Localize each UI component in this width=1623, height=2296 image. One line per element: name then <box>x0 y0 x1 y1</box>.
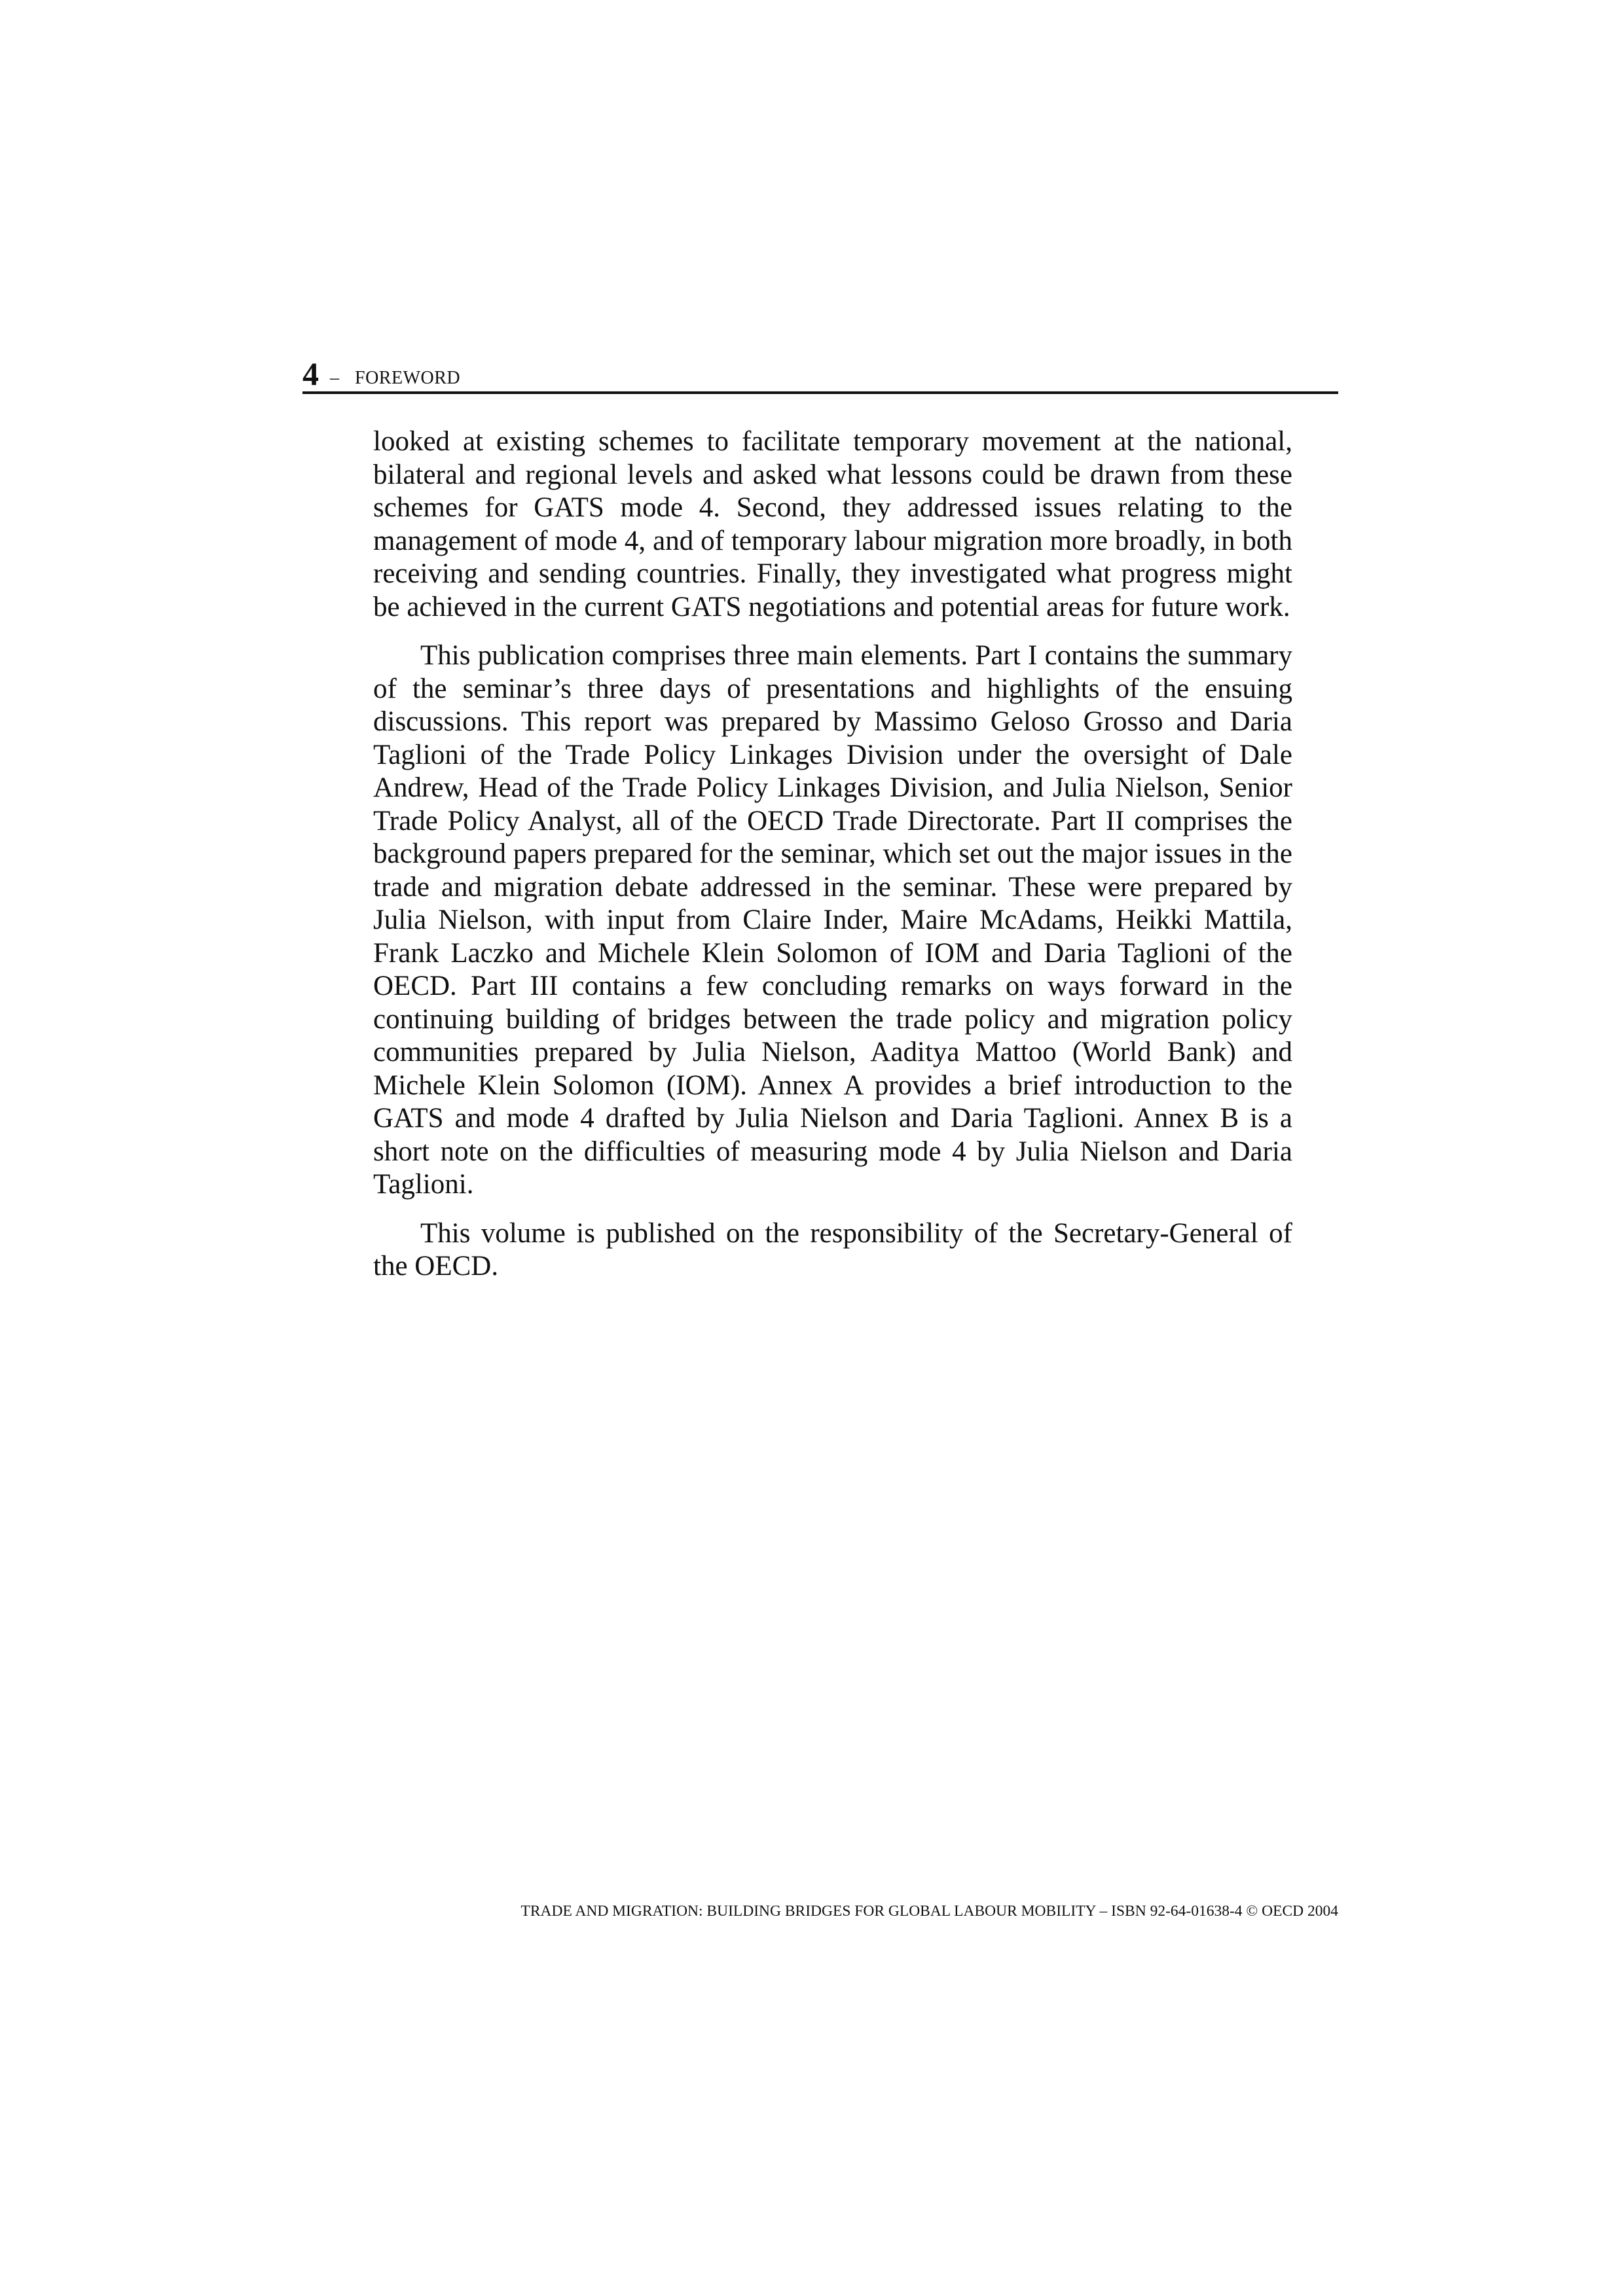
body-text <box>373 425 1292 1283</box>
paragraph-continuation: looked at existing schemes to facilitate temporary movement at the national, bilateral and regional levels and asked what lessons could be drawn from these schemes for GATS mode 4. Second, they addressed issues relating to the management of mode 4, and of temporary labour migration more broadly, in both receiving and sending countries. Finally, they investigated what progress might be achieved in the current GATS negotiations and potential areas for future work. <box>373 426 1292 622</box>
page-footer: TRADE AND MIGRATION: BUILDING BRIDGES FOR GLOBAL LABOUR MOBILITY – ISBN 92-64-01638-4 © OECD 2004 <box>520 1903 1338 1920</box>
section-title: FOREWORD <box>355 368 461 388</box>
paragraph-responsibility: This volume is published on the responsibility of the Secretary-General of the OECD. <box>373 1217 1292 1282</box>
header-separator: – <box>330 368 339 388</box>
page-header <box>302 355 1338 394</box>
page-number: 4 <box>302 355 319 392</box>
paragraph-publication-elements: This publication comprises three main elements. Part I contains the summary of the seminar’s three days of presentations and highlights of the ensuing discussions. This report was prepared by Massimo Geloso Grosso and Daria Taglioni of the Trade Policy Linkages Division under the oversight of Dale Andrew, Head of the Trade Policy Linkages Division, and Julia Nielson, Senior Trade Policy Analyst, all of the OECD Trade Directorate. Part II comprises the background papers prepared for the seminar, which set out the major issues in the trade and migration debate addressed in the seminar. These were prepared by Julia Nielson, with input from Claire Inder, Maire McAdams, Heikki Mattila, Frank Laczko and Michele Klein Solomon of IOM and Daria Taglioni of the OECD. Part III contains a few concluding remarks on ways forward in the continuing building of bridges between the trade policy and migration policy communities prepared by Julia Nielson, Aaditya Mattoo (World Bank) and Michele Klein Solomon (IOM). Annex A provides a brief introduction to the GATS and mode 4 drafted by Julia Nielson and Daria Taglioni. Annex B is a short note on the difficulties of measuring mode 4 by Julia Nielson and Daria Taglioni. <box>373 640 1292 1200</box>
